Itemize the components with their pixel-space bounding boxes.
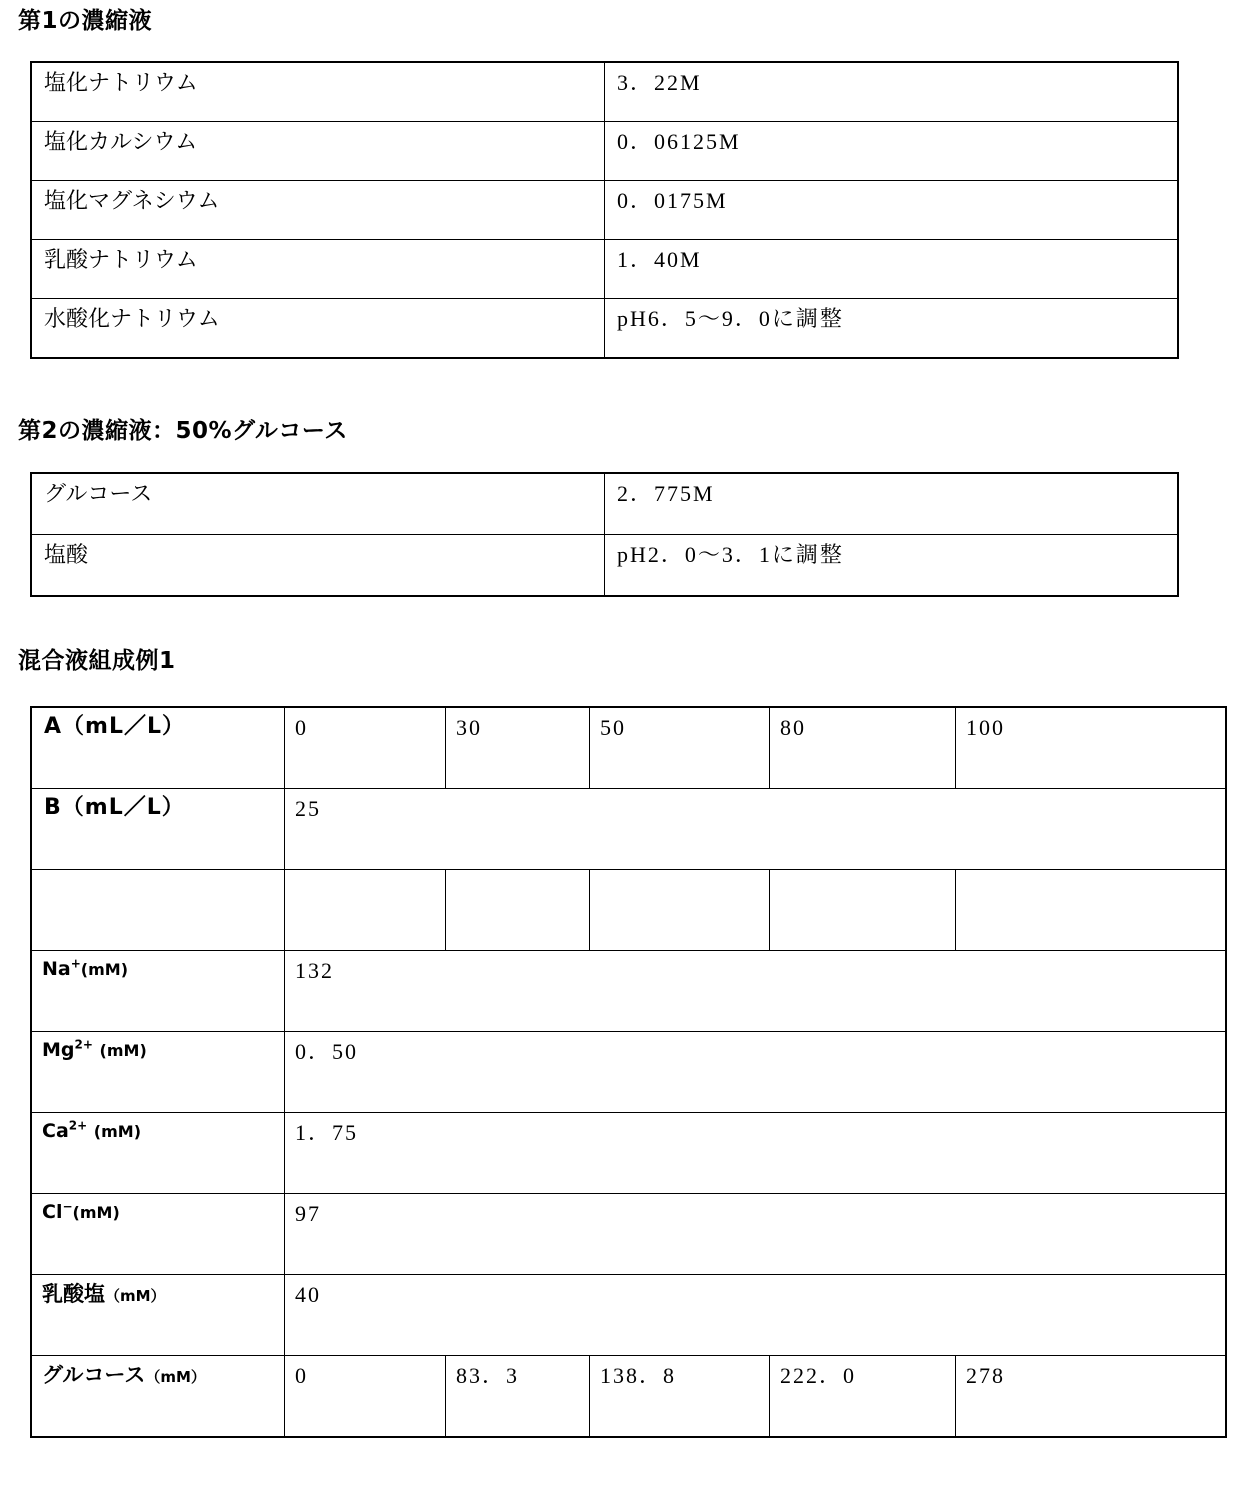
- row-value-cell-merged: [285, 1113, 1227, 1194]
- row-value-cell: [590, 870, 770, 951]
- row-value-cell: [590, 707, 770, 789]
- table-row: [31, 240, 1178, 299]
- table-row: [31, 1113, 1226, 1194]
- substance-value: 2．775M: [617, 481, 715, 506]
- substance-value: 1．40M: [617, 247, 702, 272]
- substance-name-cell: [31, 535, 605, 597]
- row-value: [956, 870, 1225, 877]
- first-concentrate-table: [30, 61, 1179, 359]
- row-label: Cl−(mM): [42, 1199, 120, 1223]
- table-row: [31, 122, 1178, 181]
- row-value-cell: [770, 1356, 956, 1438]
- row-label-cell: [31, 707, 285, 789]
- row-value: 97: [295, 1201, 321, 1226]
- row-value-cell: [285, 707, 446, 789]
- substance-name: 水酸化ナトリウム: [44, 306, 220, 331]
- row-label-cell: [31, 951, 285, 1032]
- row-value: 0: [295, 1363, 308, 1388]
- table-row: [31, 870, 1226, 951]
- row-value-cell-merged: [285, 1194, 1227, 1275]
- row-value-cell-merged: [285, 1032, 1227, 1113]
- row-value: 138．8: [600, 1363, 677, 1388]
- row-value-cell: [446, 1356, 590, 1438]
- table-row: [31, 181, 1178, 240]
- substance-value: pH2．0〜3．1に調整: [617, 542, 844, 567]
- row-label: Na+(mM): [42, 956, 129, 980]
- row-value: 222．0: [780, 1363, 857, 1388]
- row-value: [285, 870, 445, 877]
- table-row: [31, 473, 1178, 535]
- row-label: [32, 870, 284, 876]
- row-value-cell: [956, 1356, 1227, 1438]
- substance-value: 0．0175M: [617, 188, 728, 213]
- table-row: [31, 789, 1226, 870]
- table-row: [31, 951, 1226, 1032]
- row-label: $Mg^{2+}$ (mM): [42, 1037, 147, 1061]
- row-label-cell: [31, 1194, 285, 1275]
- table-row: [31, 707, 1226, 789]
- row-value: [446, 870, 589, 877]
- substance-name-cell: [31, 299, 605, 359]
- substance-name-cell: [31, 122, 605, 181]
- row-label: A（mL／L）: [44, 714, 185, 739]
- mixture-composition-table: [30, 706, 1227, 1438]
- section-heading-first-concentrate: 第1の濃縮液: [18, 8, 153, 34]
- row-value-cell: [956, 707, 1227, 789]
- table-row: [31, 1194, 1226, 1275]
- row-value-cell: [446, 707, 590, 789]
- table-row: [31, 299, 1178, 359]
- table-row: [31, 62, 1178, 122]
- row-value-cell: [956, 870, 1227, 951]
- row-value-cell: [285, 1356, 446, 1438]
- row-label: グルコース（mM）: [42, 1363, 206, 1387]
- row-label: B（mL／L）: [44, 795, 185, 820]
- substance-name: 乳酸ナトリウム: [44, 247, 198, 272]
- row-value: 0: [295, 715, 308, 740]
- second-concentrate-table: [30, 472, 1179, 597]
- row-value-cell-merged: [285, 1275, 1227, 1356]
- row-label-cell: [31, 1032, 285, 1113]
- row-label-cell: [31, 789, 285, 870]
- row-label: $Ca^{2+}$ (mM): [42, 1118, 142, 1142]
- row-value: 100: [966, 715, 1005, 740]
- row-value-cell: [285, 870, 446, 951]
- row-value: 80: [780, 715, 806, 740]
- row-value: 1．75: [295, 1120, 359, 1145]
- substance-name: 塩化ナトリウム: [44, 70, 198, 95]
- substance-value: pH6．5〜9．0に調整: [617, 306, 844, 331]
- section-heading-mixture-example: 混合液組成例1: [18, 648, 176, 674]
- substance-value-cell: [605, 122, 1179, 181]
- row-value: 132: [295, 958, 334, 983]
- table-row: [31, 535, 1178, 597]
- row-value: 83．3: [456, 1363, 520, 1388]
- row-label-cell: [31, 1356, 285, 1438]
- row-value: 50: [600, 715, 626, 740]
- substance-value-cell: [605, 535, 1179, 597]
- row-label: 乳酸塩（mM）: [42, 1282, 166, 1306]
- substance-name: 塩化マグネシウム: [44, 188, 220, 213]
- table-body: [31, 62, 1178, 358]
- table-row: [31, 1032, 1226, 1113]
- table-body: [31, 473, 1178, 596]
- row-value: 40: [295, 1282, 321, 1307]
- substance-value-cell: [605, 299, 1179, 359]
- substance-name: グルコース: [44, 481, 153, 506]
- row-value: 278: [966, 1363, 1005, 1388]
- substance-value-cell: [605, 62, 1179, 122]
- row-value: 0．50: [295, 1039, 359, 1064]
- row-value-cell: [590, 1356, 770, 1438]
- row-value: 25: [295, 796, 321, 821]
- row-value: [770, 870, 955, 877]
- substance-name-cell: [31, 62, 605, 122]
- substance-name-cell: [31, 181, 605, 240]
- substance-value-cell: [605, 181, 1179, 240]
- substance-name: 塩化カルシウム: [44, 129, 198, 154]
- substance-value: 0．06125M: [617, 129, 741, 154]
- row-value: 30: [456, 715, 482, 740]
- substance-value-cell: [605, 240, 1179, 299]
- table-body: [31, 707, 1226, 1437]
- substance-name-cell: [31, 473, 605, 535]
- row-value-cell-merged: [285, 951, 1227, 1032]
- row-value-cell: [446, 870, 590, 951]
- row-label-cell: [31, 870, 285, 951]
- substance-value-cell: [605, 473, 1179, 535]
- section-heading-second-concentrate: 第2の濃縮液：50%グルコース: [18, 418, 348, 444]
- row-value-cell: [770, 870, 956, 951]
- substance-name-cell: [31, 240, 605, 299]
- substance-value: 3．22M: [617, 70, 702, 95]
- row-value: [590, 870, 769, 877]
- row-label-cell: [31, 1113, 285, 1194]
- row-value-cell: [770, 707, 956, 789]
- table-row: [31, 1275, 1226, 1356]
- substance-name: 塩酸: [44, 542, 89, 567]
- table-row: [31, 1356, 1226, 1438]
- row-label-cell: [31, 1275, 285, 1356]
- row-value-cell-merged: [285, 789, 1227, 870]
